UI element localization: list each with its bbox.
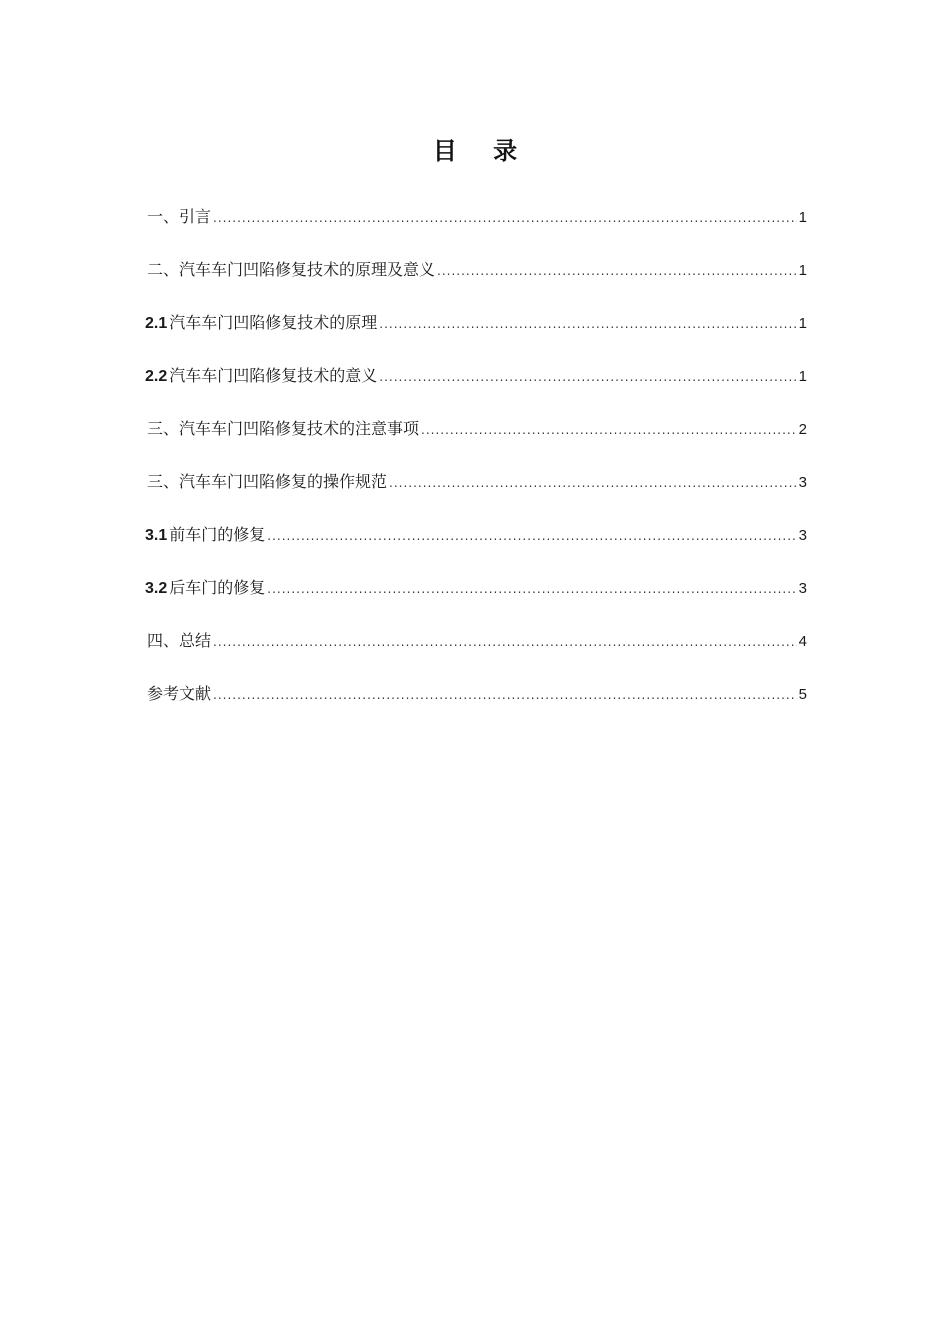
toc-entry-label bbox=[145, 255, 435, 286]
toc-entry-label bbox=[145, 202, 211, 233]
toc-entry-text: 三、汽车车门凹陷修复的操作规范 bbox=[147, 472, 388, 491]
toc-entry[interactable] bbox=[145, 679, 807, 732]
toc-entry-number: 2.1 bbox=[145, 315, 168, 332]
toc-entry-number: 3.1 bbox=[145, 527, 168, 544]
toc-entry-page: 2 bbox=[798, 421, 807, 438]
toc-entry-page: 4 bbox=[798, 633, 807, 650]
toc-dot-leader bbox=[213, 627, 797, 657]
toc-list bbox=[145, 202, 807, 732]
toc-entry[interactable] bbox=[145, 467, 807, 520]
toc-entry-text: 四、总结 bbox=[147, 631, 212, 650]
toc-dot-leader bbox=[379, 362, 796, 392]
toc-entry-text: 一、引言 bbox=[147, 207, 212, 226]
toc-dot-leader bbox=[379, 309, 796, 339]
toc-entry-number: 3.2 bbox=[145, 580, 168, 597]
toc-dot-leader bbox=[437, 256, 797, 286]
toc-entry[interactable] bbox=[145, 255, 807, 308]
toc-entry-page: 3 bbox=[798, 527, 807, 544]
toc-entry-page: 3 bbox=[798, 474, 807, 491]
toc-entry[interactable] bbox=[145, 520, 807, 573]
toc-entry-label bbox=[145, 520, 265, 551]
toc-entry-label bbox=[145, 308, 377, 339]
toc-entry[interactable] bbox=[145, 308, 807, 361]
toc-entry[interactable] bbox=[145, 361, 807, 414]
toc-entry-text: 汽车车门凹陷修复技术的意义 bbox=[169, 366, 378, 385]
toc-dot-leader bbox=[267, 574, 796, 604]
toc-entry-number: 2.2 bbox=[145, 368, 168, 385]
toc-entry-page: 1 bbox=[798, 209, 807, 226]
toc-entry-text: 前车门的修复 bbox=[169, 525, 266, 544]
toc-entry-text: 汽车车门凹陷修复技术的原理 bbox=[169, 313, 378, 332]
toc-entry[interactable] bbox=[145, 414, 807, 467]
toc-entry[interactable] bbox=[145, 626, 807, 679]
toc-entry-page: 3 bbox=[798, 580, 807, 597]
toc-entry-label bbox=[145, 573, 265, 604]
toc-entry-label bbox=[145, 361, 377, 392]
toc-dot-leader bbox=[213, 203, 797, 233]
toc-entry-text: 三、汽车车门凹陷修复技术的注意事项 bbox=[147, 419, 420, 438]
toc-entry-label bbox=[145, 414, 419, 445]
toc-entry-page: 1 bbox=[798, 368, 807, 385]
toc-entry-page: 1 bbox=[798, 262, 807, 279]
toc-dot-leader bbox=[267, 521, 796, 551]
toc-entry-label bbox=[145, 679, 211, 710]
toc-entry-label bbox=[145, 626, 211, 657]
toc-entry[interactable] bbox=[145, 202, 807, 255]
toc-dot-leader bbox=[389, 468, 797, 498]
toc-entry-label bbox=[145, 467, 387, 498]
toc-dot-leader bbox=[213, 680, 797, 710]
toc-title: 目 录 bbox=[432, 137, 532, 165]
toc-entry-page: 1 bbox=[798, 315, 807, 332]
toc-entry-text: 二、汽车车门凹陷修复技术的原理及意义 bbox=[147, 260, 436, 279]
toc-entry-text: 后车门的修复 bbox=[169, 578, 266, 597]
toc-entry-page: 5 bbox=[798, 686, 807, 703]
toc-dot-leader bbox=[421, 415, 797, 445]
toc-entry[interactable] bbox=[145, 573, 807, 626]
toc-entry-text: 参考文献 bbox=[147, 684, 212, 703]
